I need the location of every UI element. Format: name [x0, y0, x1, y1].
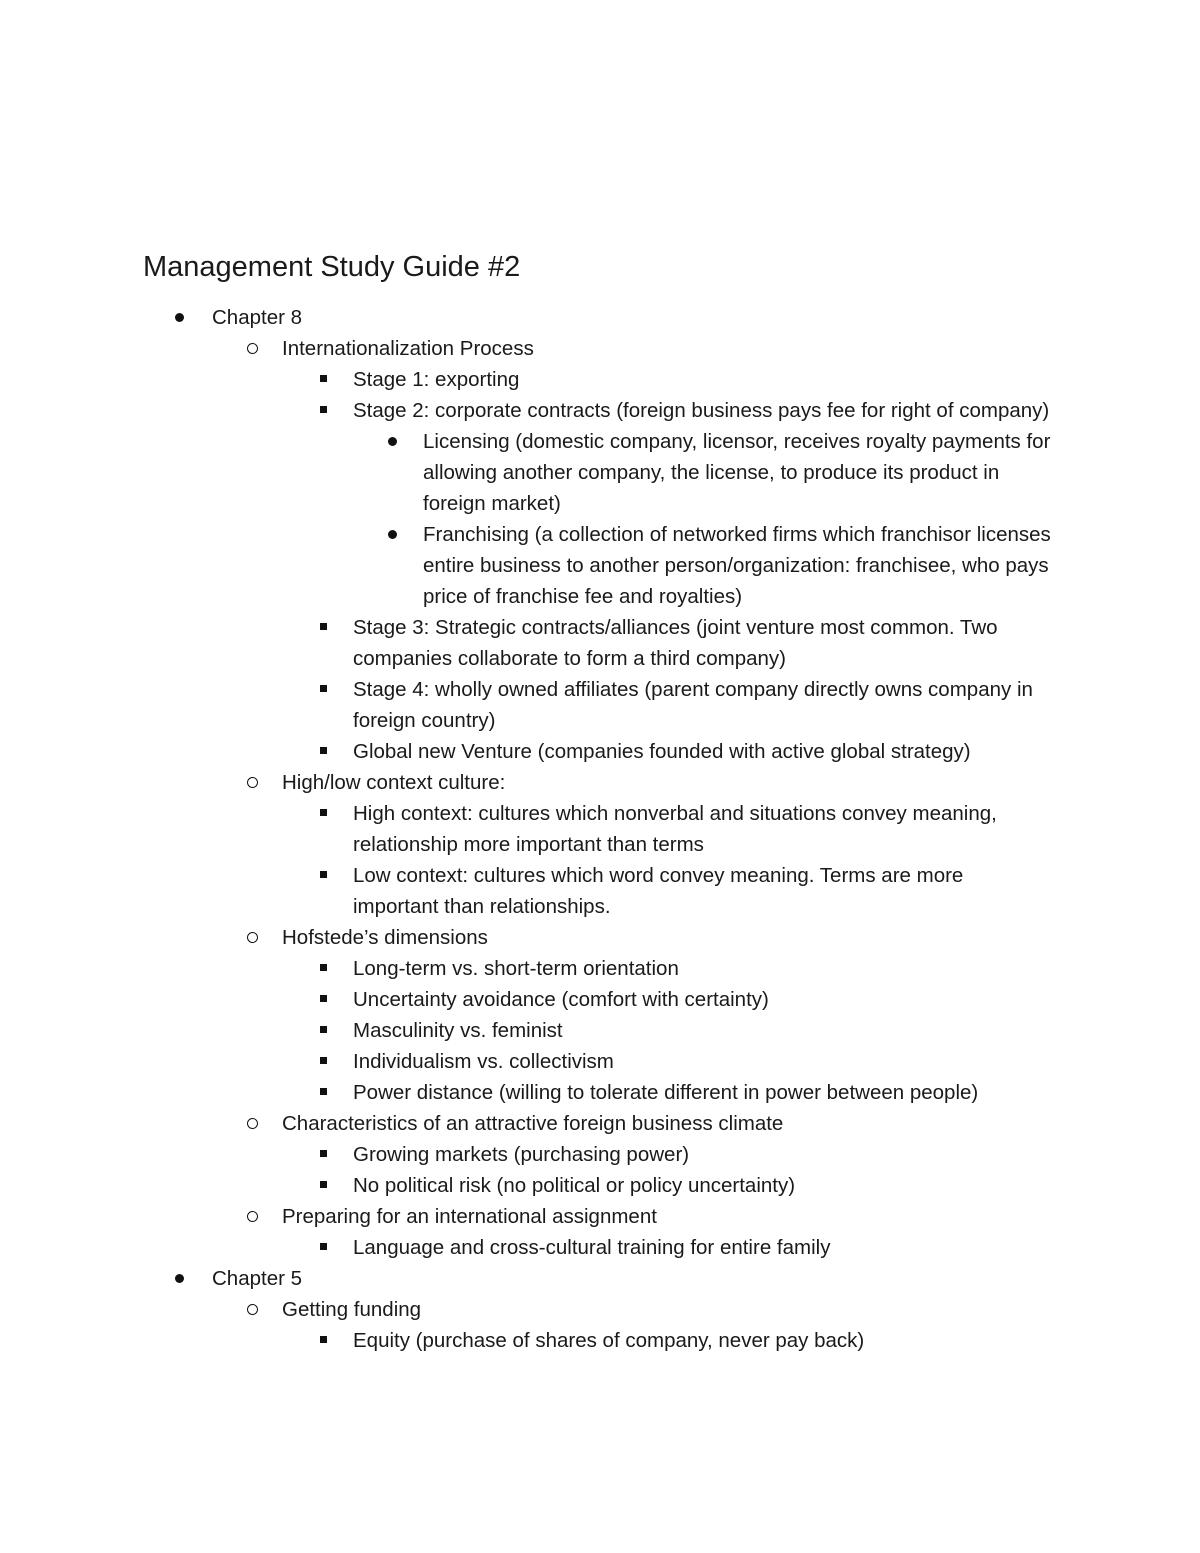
list-item [0, 612, 1053, 674]
list-item [0, 1139, 1053, 1170]
topic-heading: High/low context culture: [282, 771, 506, 794]
chapter-heading: Chapter 5 [212, 1267, 303, 1290]
topic-heading: Characteristics of an attractive foreign business climate [282, 1112, 784, 1135]
list-item-text: Equity (purchase of shares of company, never pay back) [353, 1329, 865, 1352]
list-item [0, 1325, 1053, 1356]
list-item-text: Masculinity vs. feminist [353, 1019, 563, 1042]
list-item [0, 364, 1053, 395]
outline-item-hofstede [0, 922, 1200, 953]
topic-heading: Hofstede’s dimensions [282, 926, 488, 949]
list-item-text: Language and cross-cultural training for entire family [353, 1236, 831, 1259]
list-item [0, 1015, 1053, 1046]
list-item [0, 1046, 1053, 1077]
list-item-text: Stage 1: exporting [353, 368, 520, 391]
outline-item-internationalization [0, 333, 1200, 364]
list-item-text: Individualism vs. collectivism [353, 1050, 614, 1073]
list-item-text: Low context: cultures which word convey meaning. Terms are more important than relationships. [353, 864, 964, 918]
list-item-text: Long-term vs. short-term orientation [353, 957, 679, 980]
outline-item-chapter-8 [0, 302, 1200, 333]
list-item [0, 736, 1053, 767]
list-item [0, 426, 1053, 519]
list-item [0, 1170, 1053, 1201]
list-item-text: No political risk (no political or policy uncertainty) [353, 1174, 796, 1197]
list-item-text: Stage 4: wholly owned affiliates (parent company directly owns company in foreign country) [353, 678, 1033, 732]
outline-item-getting-funding [0, 1294, 1200, 1325]
list-item-text: Power distance (willing to tolerate different in power between people) [353, 1081, 979, 1104]
list-item-text: High context: cultures which nonverbal and situations convey meaning, relationship more important than terms [353, 802, 997, 856]
list-item [0, 395, 1053, 426]
topic-heading: Preparing for an international assignment [282, 1205, 657, 1228]
list-item [0, 1232, 1053, 1263]
list-item-text: Global new Venture (companies founded with active global strategy) [353, 740, 971, 763]
list-item [0, 984, 1053, 1015]
list-item-text: Licensing (domestic company, licensor, receives royalty payments for allowing another company, the license, to produce its product in foreign market) [423, 430, 1051, 515]
outline [0, 302, 1200, 1356]
outline-item-context-culture [0, 767, 1200, 798]
list-item-text: Growing markets (purchasing power) [353, 1143, 690, 1166]
list-item [0, 860, 1053, 922]
list-item [0, 674, 1053, 736]
list-item [0, 953, 1053, 984]
outline-item-chapter-5 [0, 1263, 1200, 1294]
outline-item-business-climate [0, 1108, 1200, 1139]
list-item [0, 798, 1053, 860]
topic-heading: Getting funding [282, 1298, 422, 1321]
list-item-text: Stage 2: corporate contracts (foreign business pays fee for right of company) [353, 399, 1050, 422]
list-item [0, 519, 1053, 612]
topic-heading: Internationalization Process [282, 337, 534, 360]
list-item-text: Uncertainty avoidance (comfort with certainty) [353, 988, 769, 1011]
chapter-heading: Chapter 8 [212, 306, 303, 329]
page-title: Management Study Guide #2 [143, 251, 521, 283]
list-item-text: Franchising (a collection of networked firms which franchisor licenses entire business to another person/organization: franchisee, who pays price of franchise fee and royalties) [423, 523, 1051, 608]
list-item-text: Stage 3: Strategic contracts/alliances (joint venture most common. Two companies collaborate to form a third company) [353, 616, 998, 670]
outline-item-international-assignment [0, 1201, 1200, 1232]
list-item [0, 1077, 1053, 1108]
